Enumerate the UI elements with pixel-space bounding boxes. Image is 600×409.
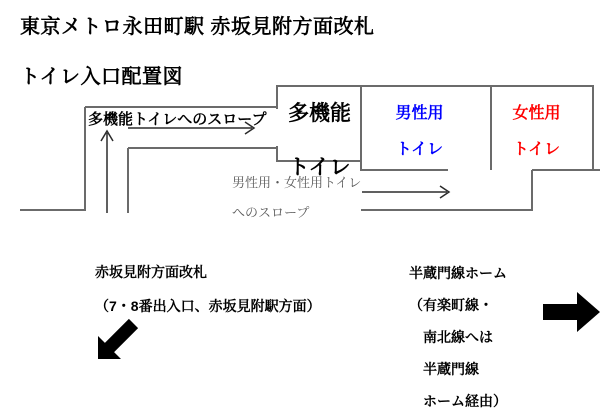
gate-destination-line1: 赤坂見附方面改札: [95, 264, 207, 280]
page-title-line-1: 東京メトロ永田町駅 赤坂見附方面改札: [20, 16, 375, 38]
platform-destination-line5: ホーム経由）: [409, 393, 507, 409]
multi-function-toilet-label-line2: トイレ: [288, 156, 351, 179]
mens-womens-slope-label-line1: 男性用・女性用トイレ: [232, 175, 362, 190]
womens-toilet-label: [491, 105, 582, 159]
multi-function-toilet-label: [277, 100, 362, 181]
gate-destination-line2: （7・8番出入口、赤坂見附駅方面）: [95, 298, 321, 314]
mens-womens-slope-label: [232, 175, 361, 220]
gate-destination-label: [95, 264, 321, 315]
platform-destination-line3: 南北線へは: [409, 329, 493, 345]
mens-womens-slope-label-line2: へのスロープ: [232, 205, 310, 220]
slope-up-arrow-icon: [101, 131, 113, 213]
multi-function-slope-label: 多機能トイレへのスロープ: [88, 111, 267, 128]
womens-toilet-label-line2: トイレ: [512, 141, 561, 158]
page-title-line-2: トイレ入口配置図: [20, 66, 183, 88]
womens-toilet-label-line1: 女性用: [512, 105, 561, 122]
platform-destination-line4: 半蔵門線: [409, 361, 479, 377]
gate-direction-arrow-icon: [98, 317, 144, 360]
multi-function-toilet-label-line1: 多機能: [288, 102, 351, 125]
platform-direction-arrow-icon: [543, 292, 600, 333]
platform-destination-label: [409, 265, 507, 409]
mens-toilet-label: [361, 105, 478, 159]
mens-toilet-label-line1: 男性用: [395, 105, 444, 122]
mens-toilet-label-line2: トイレ: [395, 141, 444, 158]
platform-destination-line1: 半蔵門線ホーム: [409, 265, 507, 281]
mens-womens-slope-arrow-icon: [362, 186, 449, 198]
platform-destination-line2: （有楽町線・: [409, 297, 493, 313]
